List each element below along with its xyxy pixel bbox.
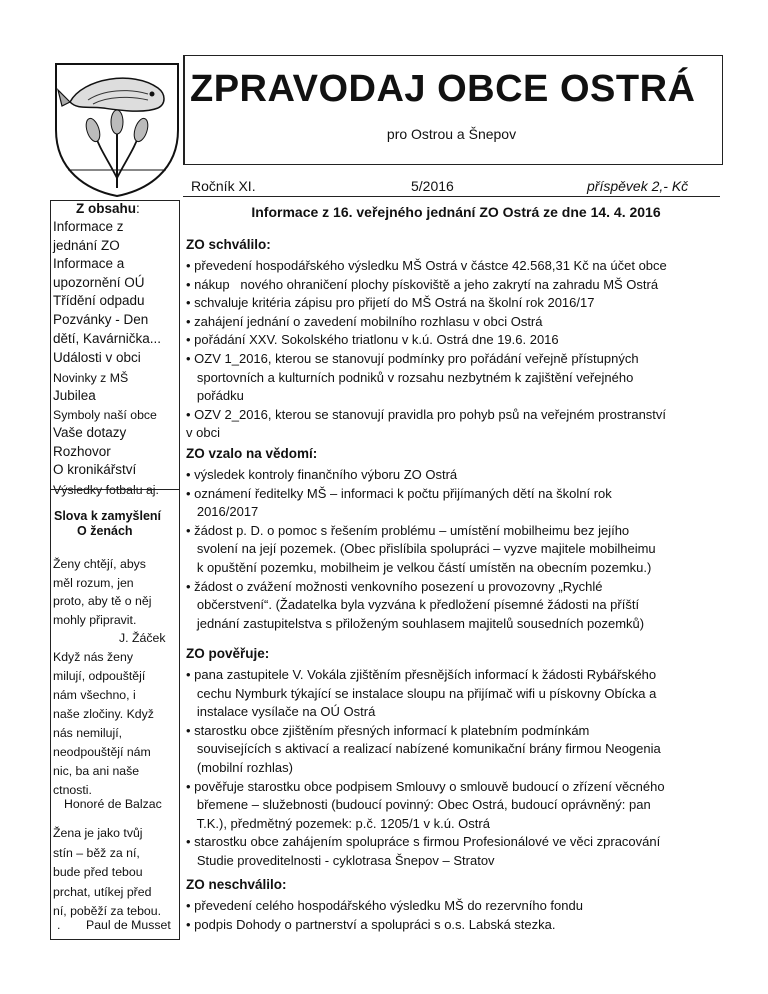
quote-line: mohly připravit. — [53, 612, 137, 627]
section-line: v obci — [186, 425, 220, 441]
quote-line: Paul de Musset — [86, 918, 171, 932]
quote-line: prchat, utíkej před — [53, 884, 152, 899]
section-line: cechu Nymburk týkající se instalace sloupu na přijímač wifi u pískovny Obícka a — [186, 685, 657, 701]
reflection-subtitle: O ženách — [77, 524, 133, 538]
section-line: • výsledek kontroly finančního výboru ZO Ostrá — [186, 467, 458, 482]
section-line: • OZV 1_2016, kterou se stanovují podmínky pro pořádání veřejně přístupných — [186, 351, 639, 366]
section-line: sportovních a kulturních podniků v rozsahu nezbytném k zajištění veřejného — [186, 369, 634, 385]
section-line: (mobilní rozhlas) — [186, 760, 293, 775]
section-line: • oznámení ředitelky MŠ – informaci k počtu přijímaných dětí na školní rok — [186, 485, 612, 501]
section-line: • schvaluje kritéria zápisu pro přijetí do MŠ Ostrá na školní rok 2016/17 — [186, 295, 595, 311]
quote-line: J. Žáček — [119, 631, 166, 645]
quote-line: bude před tebou — [53, 865, 143, 879]
section-line: • podpis Dohody o partnerství a spolupráci s o.s. Labská stezka. — [186, 916, 556, 932]
section-title: ZO vzalo na vědomí: — [186, 446, 318, 461]
reflection-title: Slova k zamyšlení — [54, 509, 162, 523]
section-line: • žádost o zvážení možnosti venkovního posezení u provozovny „Rychlé — [186, 578, 603, 594]
section-title: ZO neschválilo: — [186, 877, 287, 892]
section-line: jednání zastupitelstva s přiloženým souhlasem majitelů sousedních pozemků) — [186, 615, 645, 631]
quote-line: neodpouštějí nám — [53, 745, 151, 759]
section-line: svolení na její pozemek. (Obec přislíbila spolupráci – vyzve majitele mobilheimu — [186, 541, 656, 557]
contents-item: upozornění OÚ — [53, 275, 145, 290]
contents-item: Jubilea — [53, 388, 96, 403]
section-line: • pana zastupitele V. Vokála zjištěním přesnějších informací k žádosti Rybářského — [186, 667, 657, 682]
section-line: • převedení celého hospodářského výsledku MŠ do rezervního fondu — [186, 898, 583, 913]
quote-line: ní, poběží za tebou. — [53, 904, 162, 918]
contents-item: Události v obci — [53, 350, 141, 365]
quote-line: nás nemilují, — [53, 726, 123, 740]
contents-item: Novinky z MŠ — [53, 371, 129, 385]
quote-line: Žena je jako tvůj — [53, 826, 143, 840]
section-line: • starostku obce zahájením spolupráce s firmou Profesionálové ve věci zpracování — [186, 834, 661, 850]
section-line: • OZV 2_2016, kterou se stanovují pravidla pro pohyb psů na veřejném prostranství — [186, 406, 667, 422]
contents-item: Třídění odpadu — [53, 293, 145, 308]
contents-item: Pozvánky - Den — [53, 312, 149, 327]
newsletter-subtitle: pro Ostrou a Šnepov — [386, 126, 517, 142]
sidebar-divider — [50, 489, 179, 490]
contents-item: Vaše dotazy — [53, 425, 127, 440]
quote-line: nám všechno, i — [53, 688, 136, 702]
contents-item: jednání ZO — [53, 238, 120, 253]
volume-label: Ročník XI. — [191, 178, 256, 194]
contents-heading: Z obsahu: — [76, 201, 140, 216]
contents-item: Informace a — [53, 256, 125, 271]
contents-item: Informace z — [53, 219, 124, 234]
village-crest-logo — [48, 60, 186, 198]
section-line: břemene – služebnosti (budoucí povinný: Obec Ostrá, budoucí oprávněný: pan — [186, 797, 651, 813]
newsletter-title: ZPRAVODAJ OBCE OSTRÁ — [190, 68, 696, 110]
contents-item: dětí, Kavárnička... — [53, 331, 162, 346]
quote-line: Honoré de Balzac — [64, 797, 162, 811]
section-title: ZO pověřuje: — [186, 646, 270, 661]
section-line: k opuštění pozemku, mobilheim je velkou částí umístěn na obecním pozemku.) — [186, 560, 652, 575]
section-line: Studie proveditelnosti - cyklotrasa Šnepov – Stratov — [186, 853, 495, 868]
contents-item: Symboly naší obce — [53, 408, 157, 422]
section-line: instalace vysílače na OÚ Ostrá — [186, 704, 376, 720]
quote-line: ctnosti. — [53, 783, 92, 797]
section-line: • pořádání XXV. Sokolského triatlonu v k.ú. Ostrá dne 19.6. 2016 — [186, 332, 559, 348]
quote-line: stín – běž za ní, — [53, 845, 140, 860]
quote-line: naše zločiny. Když — [53, 707, 154, 721]
issue-number: 5/2016 — [411, 178, 454, 194]
contents-item: Výsledky fotbalu aj. — [53, 483, 159, 497]
quote-line: . — [57, 918, 61, 932]
contents-item: O kronikářství — [53, 462, 137, 477]
section-line: • starostku obce zjištěním přesných informací k platebním podmínkám — [186, 722, 590, 738]
section-line: • zahájení jednání o zavedení mobilního rozhlasu v obci Ostrá — [186, 313, 543, 329]
quote-line: měl rozum, jen — [53, 575, 134, 590]
header-divider — [183, 196, 720, 197]
contents-item: Rozhovor — [53, 444, 111, 459]
section-line: • převedení hospodářského výsledku MŠ Ostrá v částce 42.568,31 Kč na účet obce — [186, 258, 667, 273]
section-line: • pověřuje starostku obce podpisem Smlouvy o smlouvě budoucí o zřízení věcného — [186, 778, 665, 794]
section-line: T.K.), předmětný pozemek: p.č. 1205/1 v k.ú. Ostrá — [186, 815, 490, 831]
section-title: ZO schválilo: — [186, 237, 271, 252]
price-label: příspěvek 2,- Kč — [587, 178, 689, 194]
section-line: souvisejících s aktivací a realizací nabízené komunikační brány firmou Neogenia — [186, 741, 661, 757]
section-line: pořádku — [186, 388, 244, 404]
article-heading: Informace z 16. veřejného jednání ZO Ostrá ze dne 14. 4. 2016 — [251, 204, 661, 220]
quote-line: Když nás ženy — [53, 650, 133, 664]
quote-line: nic, ba ani naše — [53, 764, 140, 778]
section-line: • nákup nového ohraničení plochy pískoviště a jeho zakrytí na zahradu MŠ Ostrá — [186, 276, 659, 292]
quote-line: proto, aby tě o něj — [53, 594, 152, 608]
section-line: občerstvení“. (Žadatelka byla vyzvána k předložení písemné žádosti na příští — [186, 597, 640, 613]
section-line: 2016/2017 — [186, 504, 259, 520]
section-line: • žádost p. D. o pomoc s řešením problému – umístění mobilheimu bez jejího — [186, 522, 630, 538]
quote-line: milují, odpouštějí — [53, 669, 146, 683]
quote-line: Ženy chtějí, abys — [53, 557, 146, 571]
